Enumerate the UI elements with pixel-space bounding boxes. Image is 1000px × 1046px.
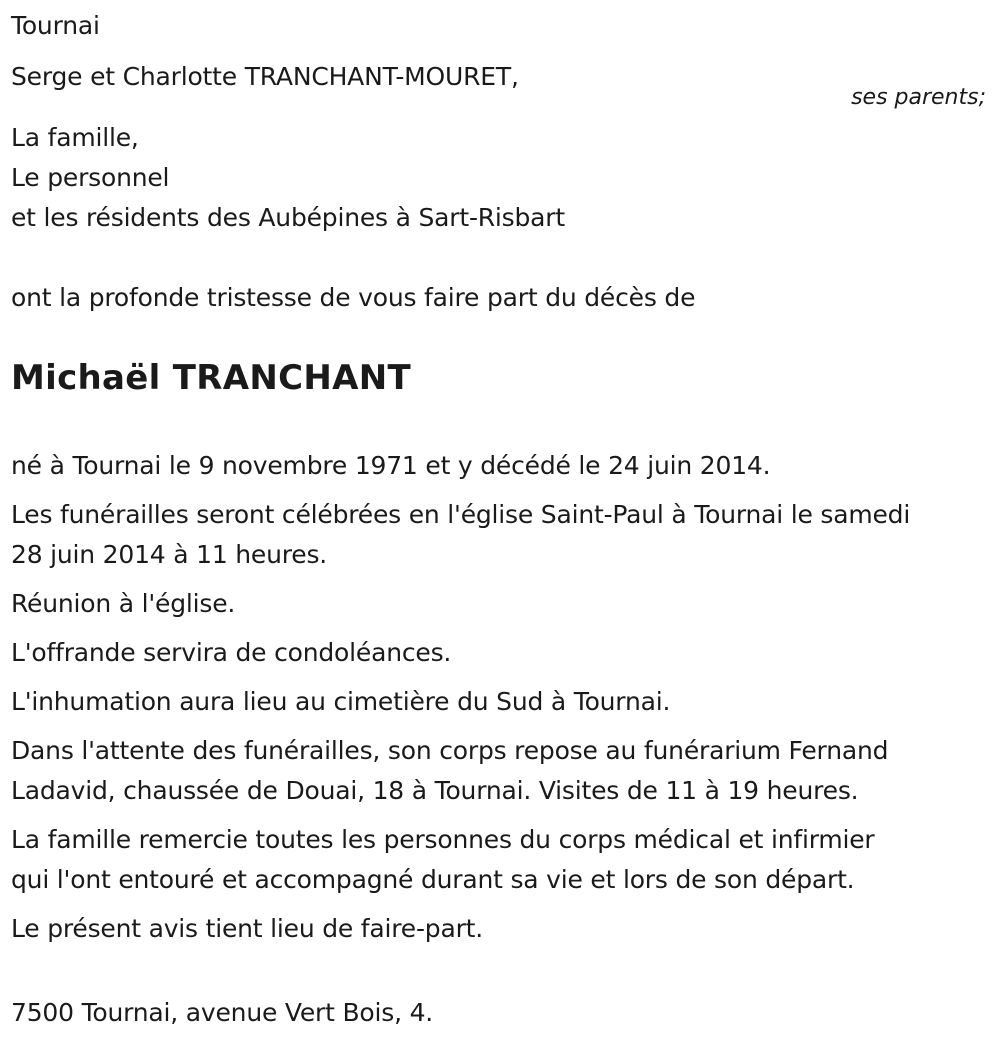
mourner-staff: Le personnel	[11, 163, 170, 192]
mourner-residents: et les résidents des Aubépines à Sart-Risbart	[11, 203, 565, 232]
deceased-name: Michaël TRANCHANT	[11, 358, 411, 398]
thanks-line-2: qui l'ont entouré et accompagné durant sa vie et lors de son départ.	[11, 865, 855, 894]
meeting-paragraph	[11, 584, 910, 624]
birth-death-text: né à Tournai le 9 novembre 1971 et y décédé le 24 juin 2014.	[11, 451, 771, 480]
family-address: 7500 Tournai, avenue Vert Bois, 4.	[11, 998, 434, 1027]
notice-paragraph	[11, 909, 910, 949]
announcement-text: ont la profonde tristesse de vous faire part du décès de	[11, 283, 696, 312]
parents-role: ses parents;	[851, 85, 986, 110]
funeral-paragraph	[11, 495, 910, 575]
offering-text: L'offrande servira de condoléances.	[11, 638, 452, 667]
burial-paragraph	[11, 682, 910, 722]
funeral-line-1: Les funérailles seront célébrées en l'église Saint-Paul à Tournai le samedi	[11, 500, 911, 529]
other-mourners	[11, 118, 565, 238]
meeting-text: Réunion à l'église.	[11, 589, 236, 618]
repose-line-1: Dans l'attente des funérailles, son corps repose au funérarium Fernand	[11, 736, 889, 765]
obituary-details	[11, 446, 910, 958]
repose-line-2: Ladavid, chaussée de Douai, 18 à Tournai. Visites de 11 à 19 heures.	[11, 776, 859, 805]
notice-text: Le présent avis tient lieu de faire-part.	[11, 914, 484, 943]
parents-names: Serge et Charlotte TRANCHANT-MOURET,	[11, 62, 519, 91]
thanks-line-1: La famille remercie toutes les personnes du corps médical et infirmier	[11, 825, 875, 854]
place-heading: Tournai	[11, 11, 100, 40]
repose-paragraph	[11, 731, 910, 811]
funeral-line-2: 28 juin 2014 à 11 heures.	[11, 540, 328, 569]
thanks-paragraph	[11, 820, 910, 900]
burial-text: L'inhumation aura lieu au cimetière du Sud à Tournai.	[11, 687, 671, 716]
offering-paragraph	[11, 633, 910, 673]
mourner-family: La famille,	[11, 123, 139, 152]
birth-death-paragraph	[11, 446, 910, 486]
